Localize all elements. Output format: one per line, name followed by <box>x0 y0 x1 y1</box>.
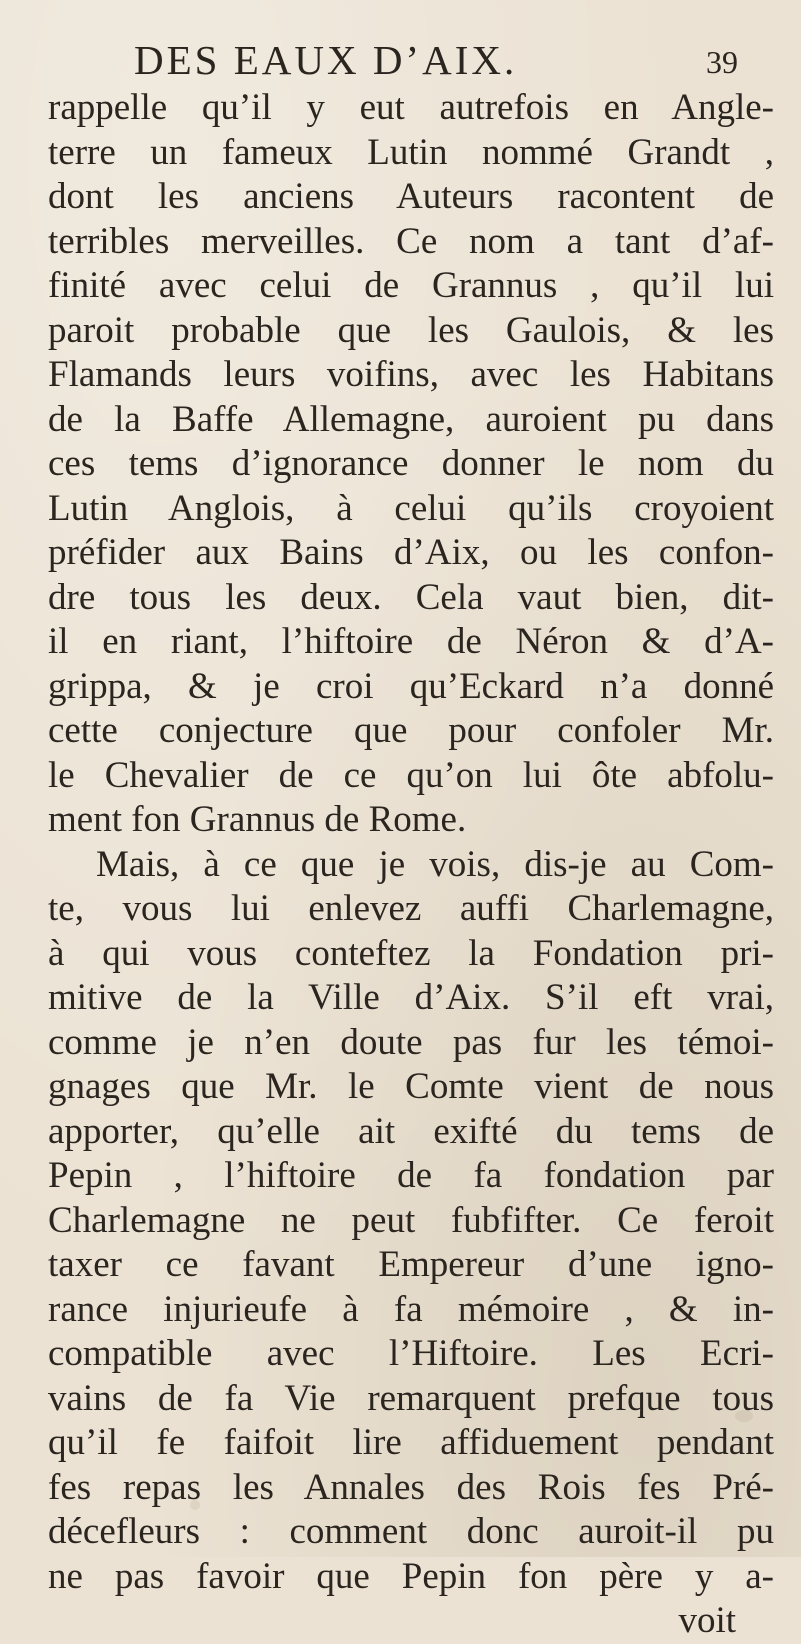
text-line: te, vous lui enlevez auffi Charlemagne, <box>48 888 774 929</box>
running-head: DES EAUX D’AIX. <box>134 37 518 83</box>
text-line: fes repas les Annales des Rois fes Pré- <box>48 1466 774 1508</box>
text-line: compatible avec l’Hiftoire. Les Ecri- <box>48 1333 774 1374</box>
catchword: voit <box>678 1600 736 1641</box>
text-line: cette conjecture que pour confoler Mr. <box>48 710 774 751</box>
text-line: qu’il fe faifoit lire affiduement pendant <box>48 1422 774 1463</box>
text-line: finité avec celui de Grannus , qu’il lui <box>48 265 774 306</box>
text-line: Charlemagne ne peut fubfifter. Ce feroit <box>48 1199 774 1241</box>
text-line: terribles merveilles. Ce nom a tant d’af- <box>48 220 774 262</box>
text-line: paroit probable que les Gaulois, & les <box>48 309 774 351</box>
text-line: à qui vous conteftez la Fondation pri- <box>48 932 774 974</box>
text-line: préfider aux Bains d’Aix, ou les confon- <box>48 532 774 573</box>
text-line: gnages que Mr. le Comte vient de nous <box>48 1066 774 1107</box>
body-text <box>48 86 774 1644</box>
text-line: de la Baffe Allemagne, auroient pu dans <box>48 398 774 440</box>
text-line: décefleurs : comment donc auroit-il pu <box>48 1511 774 1552</box>
text-line: apporter, qu’elle ait exifté du tems de <box>48 1110 774 1152</box>
text-line: ment fon Grannus de Rome. <box>48 799 467 840</box>
text-line: ces tems d’ignorance donner le nom du <box>48 443 774 484</box>
text-line: rance injurieufe à fa mémoire , & in- <box>48 1288 774 1330</box>
text-line: dont les anciens Auteurs racontent de <box>48 176 774 217</box>
text-line: Mais, à ce que je vois, dis-je au Com- <box>96 843 774 885</box>
catchword-line <box>48 1599 774 1644</box>
text-line: grippa, & je croi qu’Eckard n’a donné <box>48 665 774 707</box>
text-line: dre tous les deux. Cela vaut bien, dit- <box>48 576 774 618</box>
page-header <box>122 38 762 82</box>
text-line: le Chevalier de ce qu’on lui ôte abfolu- <box>48 754 774 796</box>
text-line: il en riant, l’hiftoire de Néron & d’A- <box>48 621 774 662</box>
page-number: 39 <box>706 44 738 80</box>
text-line: vains de fa Vie remarquent prefque tous <box>48 1377 774 1419</box>
text-line: rappelle qu’il y eut autrefois en Angle- <box>48 87 774 128</box>
text-line: comme je n’en doute pas fur les témoi- <box>48 1021 774 1063</box>
text-line: Pepin , l’hiftoire de fa fondation par <box>48 1155 774 1196</box>
text-line: mitive de la Ville d’Aix. S’il eft vrai, <box>48 977 774 1018</box>
text-line: Lutin Anglois, à celui qu’ils croyoient <box>48 487 774 529</box>
text-line: taxer ce favant Empereur d’une igno- <box>48 1244 774 1285</box>
text-line: Flamands leurs voifins, avec les Habitans <box>48 354 774 395</box>
text-line: ne pas favoir que Pepin fon père y a- <box>48 1555 774 1597</box>
text-line: terre un fameux Lutin nommé Grandt , <box>48 131 774 173</box>
